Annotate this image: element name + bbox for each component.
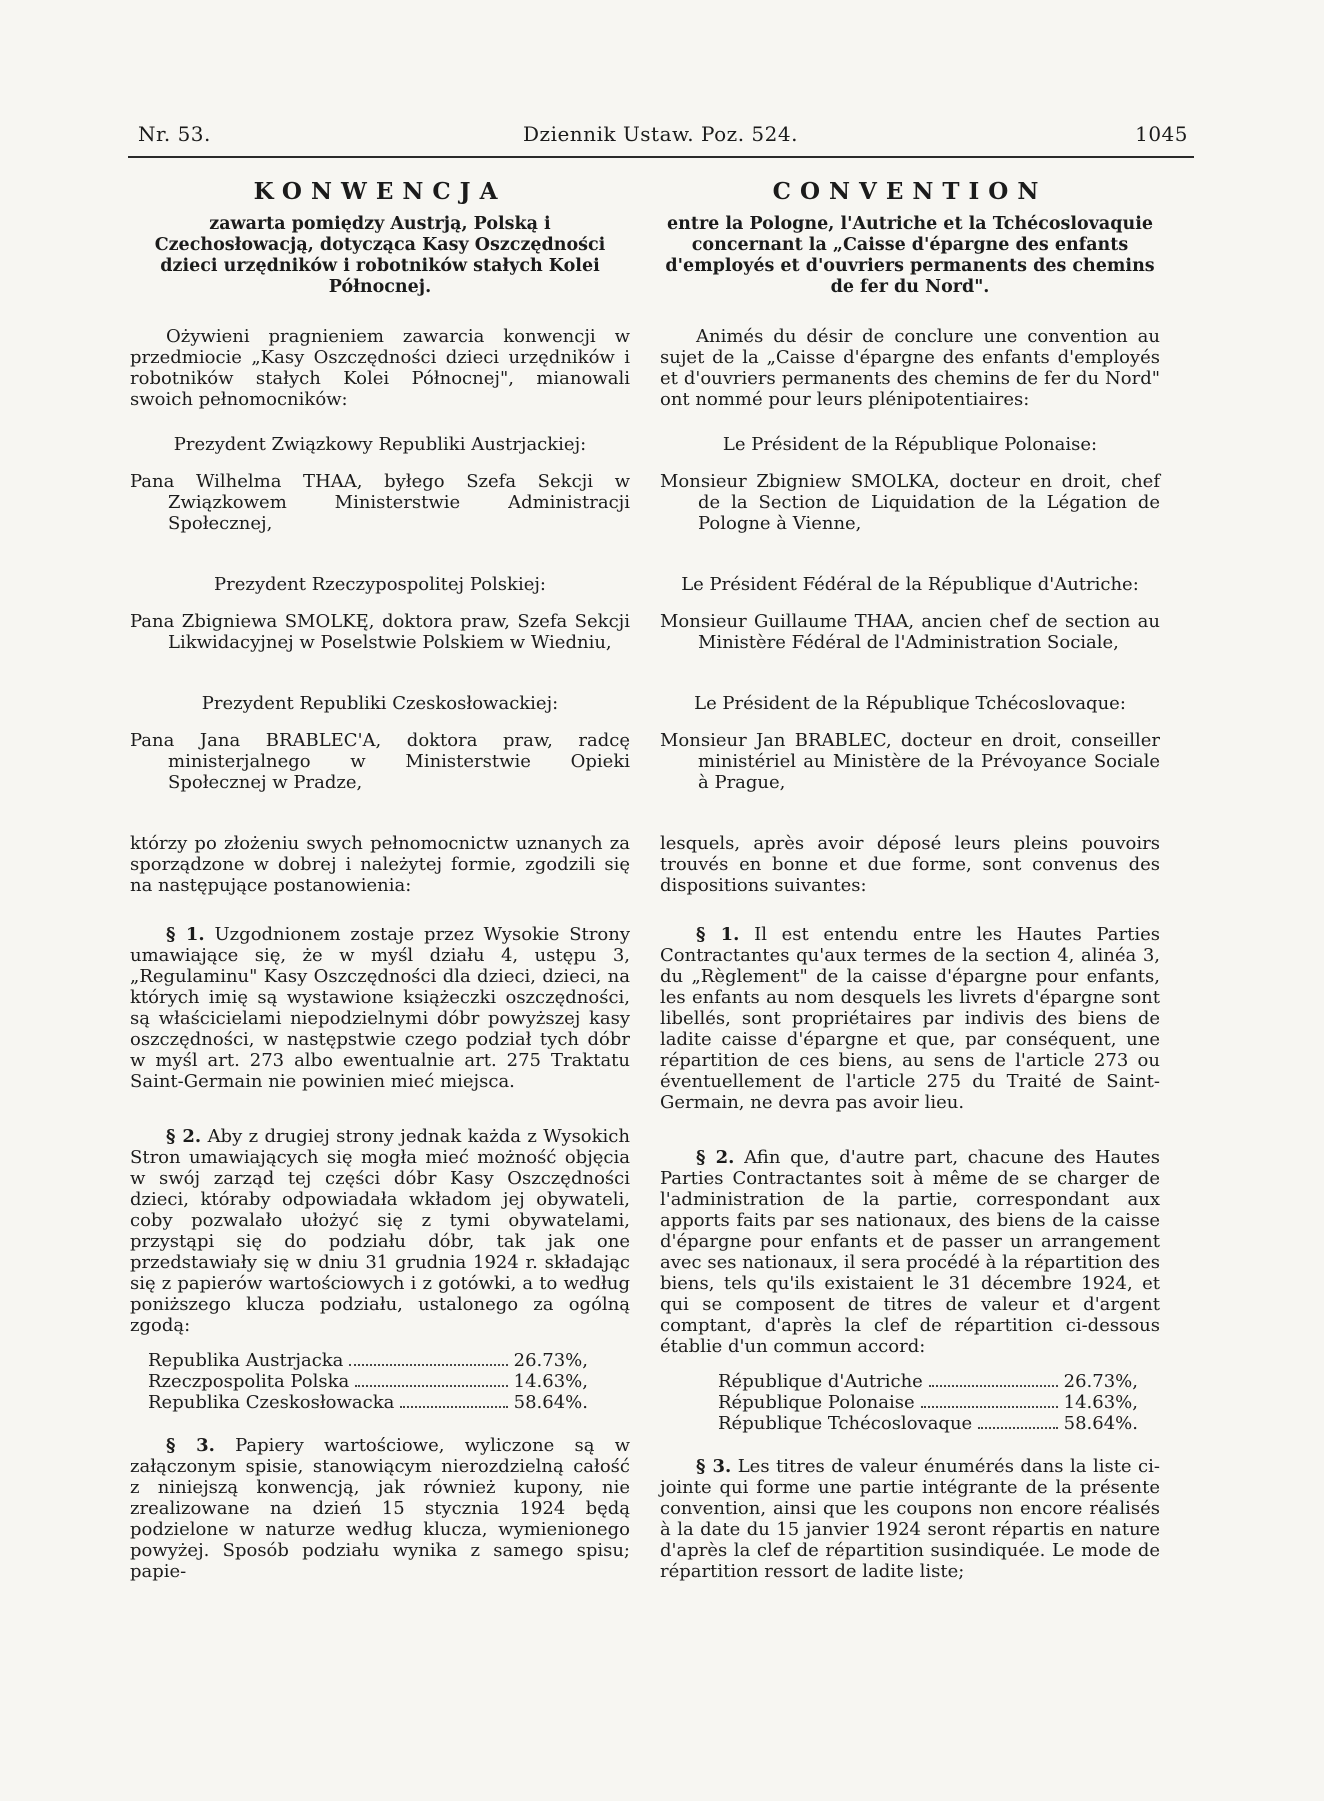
- distribution-row: [148, 1392, 588, 1413]
- distribution-percent: 26.73%,: [1063, 1371, 1138, 1392]
- distribution-country: Rzeczpospolita Polska: [148, 1371, 350, 1392]
- distribution-percent: 58.64%.: [1063, 1413, 1138, 1434]
- polish-subtitle: zawarta pomiędzy Austrją, Polską i Czechosłowacją, dotycząca Kasy Oszczędności dzieci urzędników i robotników stałych Kolei Północnej.: [154, 214, 606, 297]
- distribution-percent: 14.63%,: [513, 1371, 588, 1392]
- leader-dots: [921, 1392, 1058, 1408]
- section-label: § 3.: [696, 1456, 732, 1477]
- distribution-percent: 26.73%,: [513, 1350, 588, 1371]
- section-label: § 2.: [166, 1126, 202, 1147]
- distribution-percent: 58.64%.: [513, 1392, 588, 1413]
- section-text: Uzgodnionem zostaje przez Wysokie Strony umawiające się, że w myśl działu 4, ustępu 3, „Regulaminu" Kasy Oszczędności dla dzieci, dzieci, na których imię są wystawione książeczki oszczędności, są właścicielami niepodzielnymi dóbr powyższej kasy oszczędności, w następstwie czego podział tych dóbr w myśl art. 273 albo ewentualnie art. 275 Traktatu Saint-Germain nie powinien mieć miejsca.: [130, 924, 630, 1092]
- leader-dots: [349, 1350, 507, 1366]
- leader-dots: [929, 1371, 1058, 1387]
- distribution-country: République d'Autriche: [718, 1371, 923, 1392]
- section-label: § 1.: [166, 924, 205, 945]
- polish-delegate-2: Pana Zbigniewa SMOLKĘ, doktora praw, Szefa Sekcji Likwidacyjnej w Poselstwie Polskiem w Wiedniu,: [130, 611, 630, 653]
- journal-reference: Dziennik Ustaw. Poz. 524.: [523, 122, 798, 146]
- french-president-1: Le Président de la République Polonaise:: [722, 434, 1098, 455]
- polish-section-3: [130, 1435, 630, 1582]
- page-header: [138, 122, 1188, 152]
- distribution-row: [718, 1413, 1138, 1434]
- distribution-country: République Tchécoslovaque: [718, 1413, 973, 1434]
- section-text: Papiery wartościowe, wyliczone są w załączonym spisie, stanowiącym nierozdzielną całość z niniejszą konwencją, jak również kupony, nie zrealizowane na dzień 15 stycznia 1924 będą podzielone w naturze według klucza, wymienionego powyżej. Sposób podziału wynika z samego spisu; papie-: [130, 1435, 630, 1582]
- polish-title: KONWENCJA: [253, 178, 507, 205]
- french-intro: Animés du désir de conclure une convention au sujet de la „Caisse d'épargne des enfants d'employés et d'ouvriers permanents des chemins de fer du Nord" ont nommé pour leurs plénipotentiaires:: [660, 326, 1160, 410]
- issue-number: Nr. 53.: [138, 122, 211, 146]
- french-section-2: [660, 1147, 1160, 1357]
- polish-column: [130, 178, 630, 1616]
- french-president-3: Le Président de la République Tchécoslovaque:: [694, 693, 1126, 714]
- polish-intro: Ożywieni pragnieniem zawarcia konwencji w przedmiocie „Kasy Oszczędności dzieci urzędników i robotników stałych Kolei Północnej", mianowali swoich pełnomocników:: [130, 326, 630, 410]
- leader-dots: [400, 1392, 507, 1408]
- french-section-1: [660, 924, 1160, 1113]
- polish-president-1: Prezydent Związkowy Republiki Austrjackiej:: [173, 434, 587, 455]
- section-label: § 3.: [166, 1435, 215, 1456]
- section-label: § 1.: [696, 924, 740, 945]
- french-title: CONVENTION: [772, 178, 1048, 205]
- french-president-2: Le Président Fédéral de la République d'Autriche:: [681, 574, 1139, 595]
- french-section-3: [660, 1456, 1160, 1582]
- leader-dots: [978, 1413, 1057, 1429]
- distribution-country: République Polonaise: [718, 1392, 915, 1413]
- french-delegate-2: Monsieur Guillaume THAA, ancien chef de section au Ministère Fédéral de l'Administration Sociale,: [660, 611, 1160, 653]
- distribution-row: [148, 1350, 588, 1371]
- distribution-country: Republika Austrjacka: [148, 1350, 344, 1371]
- leader-dots: [355, 1371, 507, 1387]
- distribution-country: Republika Czeskosłowacka: [148, 1392, 395, 1413]
- polish-agreement: którzy po złożeniu swych pełnomocnictw uznanych za sporządzone w dobrej i należytej formie, zgodzili się na następujące postanowienia:: [130, 833, 630, 896]
- page-number: 1045: [1135, 122, 1188, 146]
- french-column: [660, 178, 1160, 1616]
- polish-president-2: Prezydent Rzeczypospolitej Polskiej:: [214, 574, 546, 595]
- section-label: § 2.: [696, 1147, 735, 1168]
- polish-president-3: Prezydent Republiki Czeskosłowackiej:: [201, 693, 559, 714]
- french-delegate-3: Monsieur Jan BRABLEC, docteur en droit, conseiller ministériel au Ministère de la Prévoyance Sociale à Prague,: [660, 730, 1160, 793]
- distribution-percent: 14.63%,: [1063, 1392, 1138, 1413]
- french-distribution-key: [718, 1371, 1160, 1434]
- section-text: Les titres de valeur énumérés dans la liste ci-jointe qui forme une partie intégrante de la présente convention, ainsi que les coupons non encore réalisés à la date du 15 janvier 1924 seront répartis en nature d'après la clef de répartition susindiquée. Le mode de répartition ressort de ladite liste;: [660, 1456, 1160, 1582]
- french-agreement: lesquels, après avoir déposé leurs pleins pouvoirs trouvés en bonne et due forme, sont convenus des dispositions suivantes:: [660, 833, 1160, 896]
- header-rule: [128, 156, 1194, 158]
- distribution-row: [718, 1371, 1138, 1392]
- french-subtitle: entre la Pologne, l'Autriche et la Tchécoslovaquie concernant la „Caisse d'épargne des enfants d'employés et d'ouvriers permanents des chemins de fer du Nord".: [665, 214, 1155, 297]
- french-delegate-1: Monsieur Zbigniew SMOLKA, docteur en droit, chef de la Section de Liquidation de la Légation de Pologne à Vienne,: [660, 471, 1160, 534]
- section-text: Afin que, d'autre part, chacune des Hautes Parties Contractantes soit à même de se charger de l'administration de la partie, correspondant aux apports faits par ses nationaux, des biens de la caisse d'épargne pour enfants et de passer un arrangement avec ses nationaux, il sera procédé à la répartition des biens, tels qu'ils existaient le 31 décembre 1924, et qui se composent de titres de valeur et d'argent comptant, d'après la clef de répartition ci-dessous établie d'un commun accord:: [660, 1147, 1160, 1357]
- polish-distribution-key: [148, 1350, 630, 1413]
- polish-delegate-1: Pana Wilhelma THAA, byłego Szefa Sekcji w Związkowem Ministerstwie Administracji Społecznej,: [130, 471, 630, 534]
- section-text: Il est entendu entre les Hautes Parties Contractantes qu'aux termes de la section 4, alinéa 3, du „Règlement" de la caisse d'épargne pour enfants, les enfants au nom desquels les livrets d'épargne sont libellés, sont propriétaires par indivis des biens de ladite caisse d'épargne et que, par conséquent, une répartition de ces biens, au sens de l'article 273 ou éventuellement de l'article 275 du Traité de Saint-Germain, ne devra pas avoir lieu.: [660, 924, 1160, 1113]
- distribution-row: [148, 1371, 588, 1392]
- polish-section-2: [130, 1126, 630, 1336]
- distribution-row: [718, 1392, 1138, 1413]
- polish-delegate-3: Pana Jana BRABLEC'A, doktora praw, radcę ministerjalnego w Ministerstwie Opieki Społecznej w Pradze,: [130, 730, 630, 793]
- polish-section-1: [130, 924, 630, 1092]
- section-text: Aby z drugiej strony jednak każda z Wysokich Stron umawiających się mogła mieć możność objęcia w swój zarząd tej części dóbr Kasy Oszczędności dzieci, któraby odpowiadała wkładom jej obywateli, coby pozwalało ułożyć się z tymi obywatelami, przystąpi się do podziału dóbr, tak jak one przedstawiały się w dniu 31 grudnia 1924 r. składając się z papierów wartościowych i z gotówki, a to według poniższego klucza podziału, ustalonego za ogólną zgodą:: [130, 1126, 630, 1336]
